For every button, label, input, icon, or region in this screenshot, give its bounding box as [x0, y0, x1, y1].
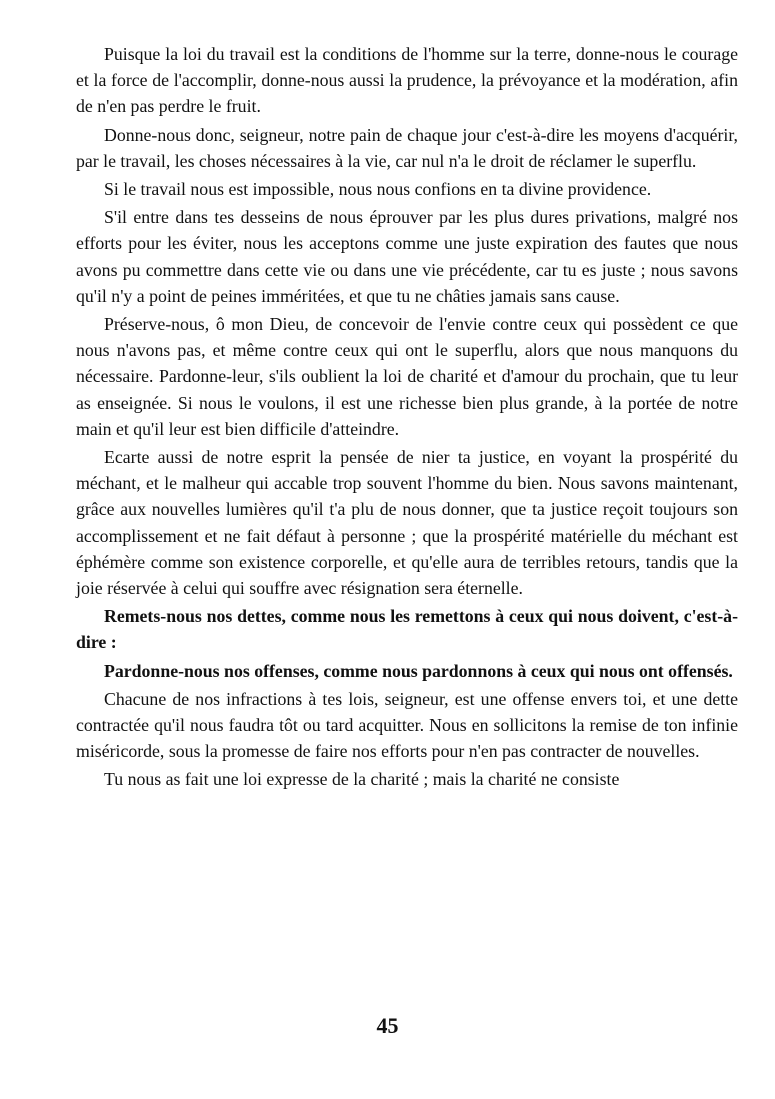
paragraph-2: Donne-nous donc, seigneur, notre pain de chaque jour c'est-à-dire les moyens d'acquérir, par le travail, les choses nécessaires à la vie, car nul n'a le droit de réclamer le superflu.	[76, 124, 738, 171]
paragraph-3: Si le travail nous est impossible, nous nous confions en ta divine providence.	[104, 179, 652, 200]
page-number: 45	[376, 1013, 399, 1038]
paragraph-8-bold: Pardonne-nous nos offenses, comme nous pardonnons à ceux qui nous ont offensés.	[104, 660, 733, 681]
paragraph-10: Tu nous as fait une loi expresse de la charité ; mais la charité ne consiste	[104, 769, 620, 790]
paragraph-5: Préserve-nous, ô mon Dieu, de concevoir de l'envie contre ceux qui possèdent ce que nous n'avons pas, et même contre ceux qui ont le superflu, alors que nous manquons du nécessaire. Pardonne-leur, s'ils oublient la loi de charité et d'amour du prochain, que tu leur as enseignée. Si nous le voulons, il est une richesse bien plus grande, à la portée de notre main et qu'il leur est bien difficile d'atteindre.	[76, 314, 738, 439]
paragraph-4: S'il entre dans tes desseins de nous éprouver par les plus dures privations, malgré nos efforts pour les éviter, nous les acceptons comme une juste expiration des fautes que nous avons pu commettre dans cette vie ou dans une vie précédente, car tu es juste ; nous savons qu'il n'y a point de peines imméritées, et que tu ne châties jamais sans cause.	[76, 207, 738, 306]
paragraph-1: Puisque la loi du travail est la conditions de l'homme sur la terre, donne-nous le courage et la force de l'accomplir, donne-nous aussi la prudence, la prévoyance et la modération, afin de n'en pas perdre le fruit.	[76, 44, 738, 117]
paragraph-7-bold: Remets-nous nos dettes, comme nous les remettons à ceux qui nous doivent, c'est-à-dire :	[76, 606, 738, 653]
paragraph-6: Ecarte aussi de notre esprit la pensée de nier ta justice, en voyant la prospérité du méchant, et le malheur qui accable trop souvent l'homme du bien. Nous savons maintenant, grâce aux nouvelles lumières qu'il t'a plu de nous donner, que ta justice reçoit toujours son accomplissement et ne fait défaut à personne ; que la prospérité matérielle du méchant est éphémère comme son existence corporelle, et qu'elle aura de terribles retours, tandis que la joie réservée à celui qui souffre avec résignation sera éternelle.	[76, 447, 738, 599]
paragraph-9: Chacune de nos infractions à tes lois, seigneur, est une offense envers toi, et une dette contractée qu'il nous faudra tôt ou tard acquitter. Nous en sollicitons la remise de ton infinie miséricorde, sous la promesse de faire nos efforts pour n'en pas contracter de nouvelles.	[76, 688, 738, 762]
body-text	[76, 41, 738, 795]
